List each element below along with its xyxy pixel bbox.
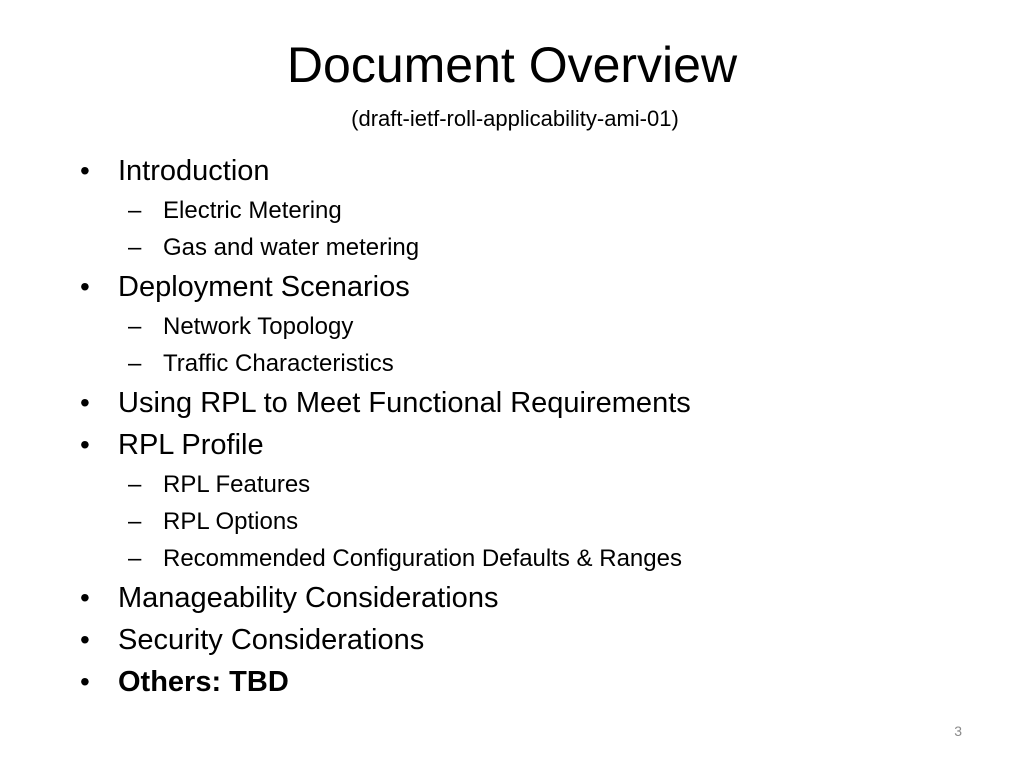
outline-subitem-electric-metering <box>78 192 978 229</box>
outline-subitem-label: Gas and water metering <box>163 234 420 261</box>
outline-subitem-recommended-defaults <box>78 540 978 577</box>
dash-icon: – <box>128 471 142 498</box>
outline-item-label: Security Considerations <box>118 624 425 656</box>
outline-item-manageability <box>78 577 978 619</box>
outline-item-label: Deployment Scenarios <box>118 271 410 303</box>
bullet-icon: • <box>80 582 90 613</box>
bullet-icon: • <box>80 271 90 302</box>
outline-item-security <box>78 619 978 661</box>
outline-subitem-label: RPL Options <box>163 508 299 535</box>
outline-item-label: Introduction <box>118 155 270 187</box>
bullet-icon: • <box>80 666 90 697</box>
dash-icon: – <box>128 350 142 377</box>
outline-subitem-gas-water-metering <box>78 229 978 266</box>
outline-item-label: Others: TBD <box>118 666 289 698</box>
bullet-icon: • <box>80 429 90 460</box>
outline-subitem-rpl-features <box>78 466 978 503</box>
outline-list <box>78 150 978 703</box>
outline-item-introduction <box>78 150 978 192</box>
outline-item-deployment-scenarios <box>78 266 978 308</box>
bullet-icon: • <box>80 624 90 655</box>
outline-subitem-network-topology <box>78 308 978 345</box>
dash-icon: – <box>128 313 142 340</box>
outline-item-label: Manageability Considerations <box>118 582 499 614</box>
slide-title: Document Overview <box>286 37 738 93</box>
outline-subitem-label: Recommended Configuration Defaults & Ranges <box>163 545 682 572</box>
dash-icon: – <box>128 545 142 572</box>
outline-subitem-rpl-options <box>78 503 978 540</box>
bullet-icon: • <box>80 387 90 418</box>
outline-subitem-label: Electric Metering <box>163 197 342 224</box>
outline-item-others <box>78 661 978 703</box>
bullet-icon: • <box>80 155 90 186</box>
dash-icon: – <box>128 234 142 261</box>
outline-subitem-label: RPL Features <box>163 471 311 498</box>
outline-subitem-label: Traffic Characteristics <box>163 350 394 377</box>
outline-subitem-traffic-characteristics <box>78 345 978 382</box>
outline-item-rpl-profile <box>78 424 978 466</box>
outline-item-label: RPL Profile <box>118 429 264 461</box>
dash-icon: – <box>128 197 142 224</box>
page-number: 3 <box>954 723 962 739</box>
outline-subitem-label: Network Topology <box>163 313 354 340</box>
outline-item-label: Using RPL to Meet Functional Requirements <box>118 387 691 419</box>
outline-item-using-rpl <box>78 382 978 424</box>
dash-icon: – <box>128 508 142 535</box>
slide-subtitle: (draft-ietf-roll-applicability-ami-01) <box>351 106 679 131</box>
